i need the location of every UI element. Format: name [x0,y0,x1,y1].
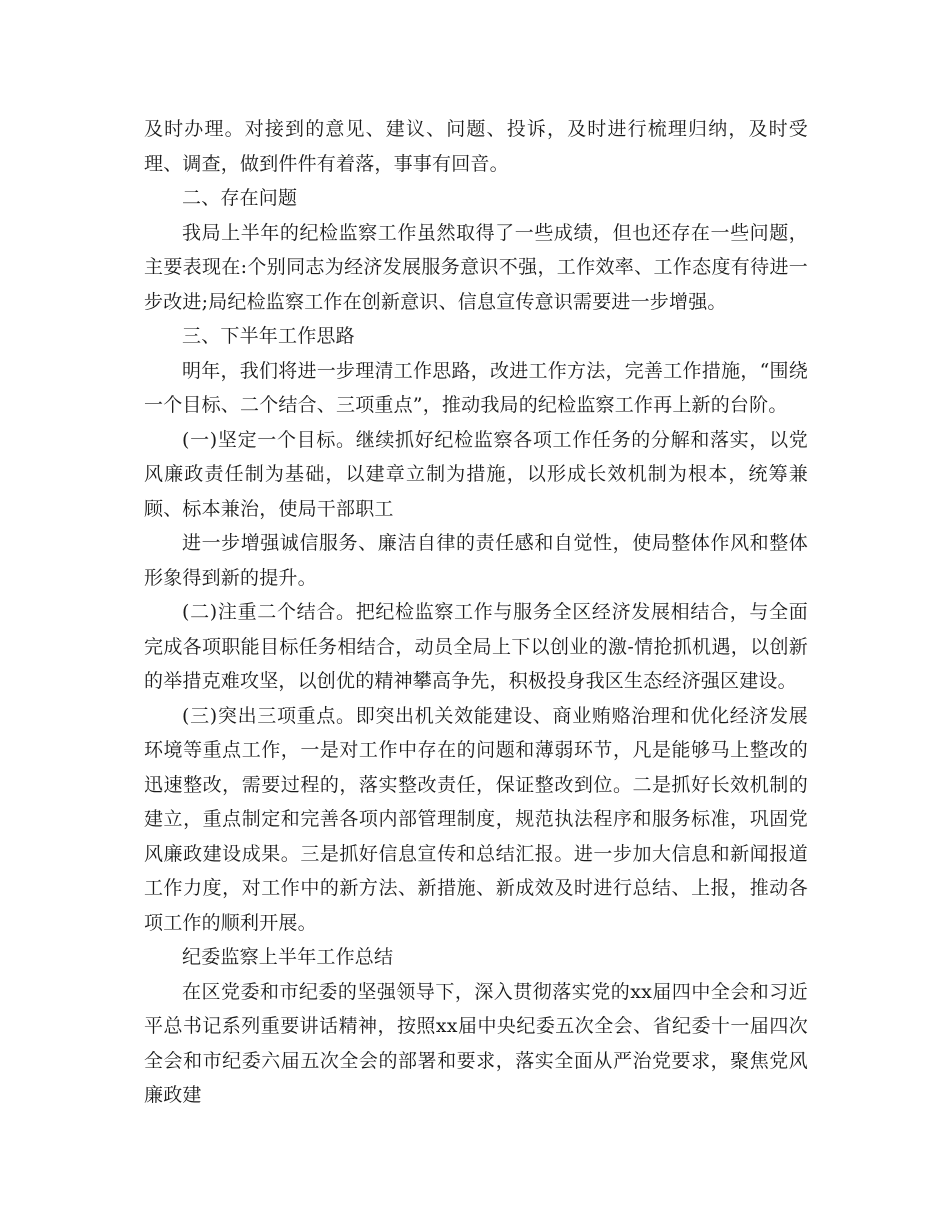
paragraph-problems: 我局上半年的纪检监察工作虽然取得了一些成绩，但也还存在一些问题，主要表现在:个别同志为经济发展服务意识不强，工作效率、工作态度有待进一步改进;局纪检监察工作在创新意识、信息宣传意识需要进一步增强。 [144,221,808,313]
section-heading-plan: 三、下半年工作思路 [182,325,355,347]
section-heading-problems: 二、存在问题 [182,187,298,209]
paragraph-combination: (二)注重二个结合。把纪检监察工作与服务全区经济发展相结合，与全面完成各项职能目标任务相结合，动员全局上下以创业的激-情抢抓机遇，以创新的举措克难攻坚，以创优的精神攀高争先，积极投身我区生态经济强区建设。 [144,601,808,692]
paragraph-continuation: 及时办理。对接到的意见、建议、问题、投诉，及时进行梳理归纳，及时受理、调查，做到件件有着落，事事有回音。 [144,118,808,175]
subtitle-summary: 纪委监察上半年工作总结 [182,946,394,968]
document-body [144,112,808,1113]
paragraph-summary-intro: 在区党委和市纪委的坚强领导下，深入贯彻落实党的xx届四中全会和习近平总书记系列重要讲话精神，按照xx届中央纪委五次全会、省纪委十一届四次全会和市纪委六届五次全会的部署和要求，落实全面从严治党要求，聚焦党风廉政建 [144,980,808,1106]
paragraph-goal-continued: 进一步增强诚信服务、廉洁自律的责任感和自觉性，使局整体作风和整体形象得到新的提升。 [144,532,808,589]
paragraph-key-points: (三)突出三项重点。即突出机关效能建设、商业贿赂治理和优化经济发展环境等重点工作，一是对工作中存在的问题和薄弱环节，凡是能够马上整改的迅速整改，需要过程的，落实整改责任，保证整改到位。二是抓好长效机制的建立，重点制定和完善各项内部管理制度，规范执法程序和服务标准，巩固党风廉政建设成果。三是抓好信息宣传和总结汇报。进一步加大信息和新闻报道工作力度，对工作中的新方法、新措施、新成效及时进行总结、上报，推动各项工作的顺利开展。 [144,704,808,934]
paragraph-goal: (一)坚定一个目标。继续抓好纪检监察各项工作任务的分解和落实，以党风廉政责任制为基础，以建章立制为措施，以形成长效机制为根本，统筹兼顾、标本兼治，使局干部职工 [144,428,808,520]
paragraph-plan-intro: 明年，我们将进一步理清工作思路，改进工作方法，完善工作措施，“围绕一个目标、二个结合、三项重点”，推动我局的纪检监察工作再上新的台阶。 [144,359,808,416]
